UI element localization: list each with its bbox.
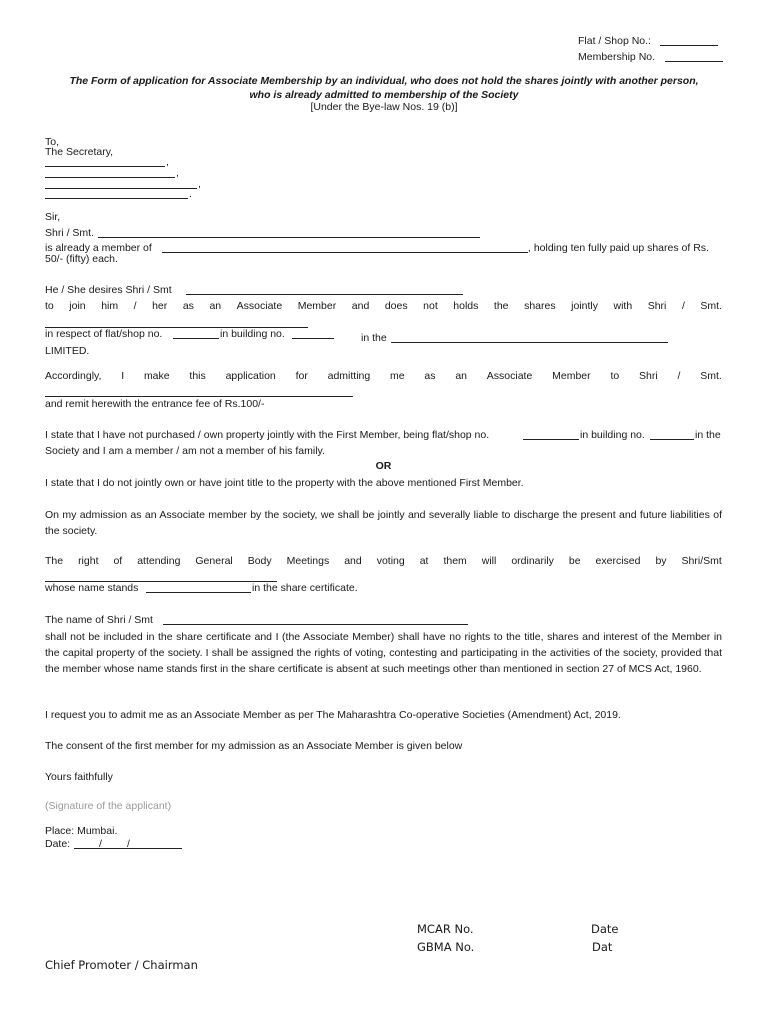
- name-of-label: The name of Shri / Smt: [45, 614, 153, 626]
- word: by: [655, 555, 667, 567]
- word: the: [493, 300, 509, 312]
- respect-label: in respect of flat/shop no.: [45, 328, 163, 340]
- state1-flat-field[interactable]: [523, 439, 579, 440]
- right-line: [45, 555, 722, 567]
- word: and: [344, 555, 362, 567]
- word: him: [101, 300, 119, 312]
- address-line-3[interactable]: [45, 188, 197, 189]
- member-of-label: is already a member of: [45, 242, 152, 254]
- salutation: Sir,: [45, 211, 61, 223]
- fifty-text: 50/- (fifty) each.: [45, 253, 118, 265]
- word: voting: [376, 555, 405, 567]
- to-label: To,: [45, 136, 60, 148]
- accord-name-field[interactable]: [45, 396, 353, 397]
- word: with: [613, 300, 633, 312]
- state1-line2: Society and I am a member / am not a member of his family.: [45, 445, 325, 457]
- state1-text: I state that I have not purchased / own property jointly with the First Member, being flat/shop no.: [45, 429, 490, 441]
- word: does: [384, 300, 408, 312]
- share-cert-text: in the share certificate.: [252, 582, 358, 594]
- not-included-paragraph: shall not be included in the share certificate and I (the Associate Member) shall have no rights to the title, shares and interest of the Member in the capital property of the society. I shall be assigned the rights of voting, contesting and participating in the activities of the society, provided that the member whose name stands first in the share certificate is absent at such meetings other than mentioned in section 27 of MCS Act, 1960.: [45, 631, 722, 675]
- word: at: [419, 555, 429, 567]
- word: /: [681, 300, 685, 312]
- flat-shop-label: Flat / Shop No.:: [578, 35, 651, 47]
- word: General: [195, 555, 233, 567]
- word: to: [610, 370, 620, 382]
- word: Accordingly,: [45, 370, 102, 382]
- address-line-2[interactable]: [45, 177, 175, 178]
- secretary-label: The Secretary,: [45, 146, 114, 158]
- or-separator: OR: [375, 460, 392, 472]
- position-field[interactable]: [146, 592, 251, 593]
- admission-paragraph: On my admission as an Associate member by the society, we shall be jointly and severally liable to discharge the present and future liabilities of the society.: [45, 509, 722, 537]
- in-the-label: in the: [361, 332, 387, 344]
- flat-shop-field[interactable]: [660, 45, 718, 46]
- word: /: [677, 370, 681, 382]
- join-line: [45, 300, 722, 312]
- consent-text: The consent of the first member for my admission as an Associate Member is given below: [45, 740, 463, 752]
- word: this: [189, 370, 206, 382]
- word: jointly: [571, 300, 598, 312]
- word: to: [45, 300, 54, 312]
- word: admitting: [327, 370, 371, 382]
- flat-no-field[interactable]: [173, 338, 219, 339]
- word: Associate: [236, 300, 283, 312]
- membership-field[interactable]: [665, 61, 723, 62]
- mcar-label: MCAR No.: [417, 922, 474, 936]
- signature-placeholder[interactable]: (Signature of the applicant): [45, 800, 172, 812]
- yours-faithfully: Yours faithfully: [45, 771, 113, 783]
- date-label-1: Date: [591, 922, 619, 936]
- word: Member: [297, 300, 337, 312]
- holding-text: , holding ten fully paid up shares of Rs.: [528, 242, 709, 254]
- word: will: [481, 555, 497, 567]
- word: The: [45, 555, 64, 567]
- word: exercised: [595, 555, 641, 567]
- word: I: [121, 370, 125, 382]
- word: join: [69, 300, 86, 312]
- word: be: [568, 555, 581, 567]
- limited-text: LIMITED.: [45, 345, 90, 357]
- address-line-1[interactable]: [45, 166, 165, 167]
- chief-promoter-label: Chief Promoter / Chairman: [45, 958, 198, 972]
- society-field[interactable]: [391, 342, 668, 343]
- state1-building-field[interactable]: [650, 439, 694, 440]
- date-label: Date:: [45, 838, 71, 850]
- word: of: [113, 555, 123, 567]
- word: holds: [453, 300, 479, 312]
- state2-text: I state that I do not jointly own or have joint title to the property with the above mentioned First Member.: [45, 477, 524, 489]
- form-title-line2: who is already admitted to membership of the Society: [249, 89, 519, 101]
- request-text: I request you to admit me as an Associate Member as per The Maharashtra Co-operative Societies (Amendment) Act, 2019.: [45, 709, 621, 721]
- word: application: [225, 370, 276, 382]
- word: them: [443, 555, 467, 567]
- word: shares: [524, 300, 556, 312]
- word: Meetings: [286, 555, 330, 567]
- word: /: [133, 300, 137, 312]
- word: and: [351, 300, 370, 312]
- accordingly-line: [45, 370, 722, 382]
- state1-in-the: in the: [695, 429, 721, 441]
- word: Smt.: [700, 370, 722, 382]
- state1-building-label: in building no.: [580, 429, 645, 441]
- whose-name-label: whose name stands: [45, 582, 139, 594]
- date-slash-1: /: [99, 838, 102, 850]
- gbma-label: GBMA No.: [417, 940, 475, 954]
- society-name-field[interactable]: [162, 252, 528, 253]
- word: for: [295, 370, 308, 382]
- name-of-field[interactable]: [163, 624, 468, 625]
- word: as: [424, 370, 436, 382]
- word: Associate: [486, 370, 533, 382]
- member-name-field[interactable]: [98, 237, 480, 238]
- word: Shri: [639, 370, 658, 382]
- membership-label: Membership No.: [578, 51, 656, 63]
- bye-law-reference: [Under the Bye-law Nos. 19 (b)]: [310, 101, 458, 113]
- word: an: [209, 300, 222, 312]
- remit-text: and remit herewith the entrance fee of Rs.100/-: [45, 398, 265, 410]
- word: make: [143, 370, 170, 382]
- date-slash-2: /: [127, 838, 130, 850]
- associate-name-field[interactable]: [186, 294, 463, 295]
- desires-label: He / She desires Shri / Smt: [45, 284, 172, 296]
- word: me: [390, 370, 405, 382]
- word: an: [455, 370, 467, 382]
- word: attending: [137, 555, 181, 567]
- building-no-field[interactable]: [292, 338, 334, 339]
- address-line-4[interactable]: [45, 198, 188, 199]
- word: ordinarily: [511, 555, 554, 567]
- word: as: [182, 300, 194, 312]
- word: Shri/Smt: [681, 555, 722, 567]
- word: Member: [552, 370, 591, 382]
- word: not: [423, 300, 438, 312]
- word: right: [78, 555, 99, 567]
- word: Shri: [647, 300, 667, 312]
- place-text: Place: Mumbai.: [45, 825, 118, 837]
- form-title-line1: The Form of application for Associate Membership by an individual, who does not hold the shares jointly with another person,: [69, 75, 699, 87]
- word: her: [152, 300, 168, 312]
- word: Smt.: [700, 300, 722, 312]
- word: Body: [247, 555, 272, 567]
- in-building-label: in building no.: [220, 328, 285, 340]
- shri-smt-label: Shri / Smt.: [45, 227, 95, 239]
- date-label-2: Dat: [592, 940, 613, 954]
